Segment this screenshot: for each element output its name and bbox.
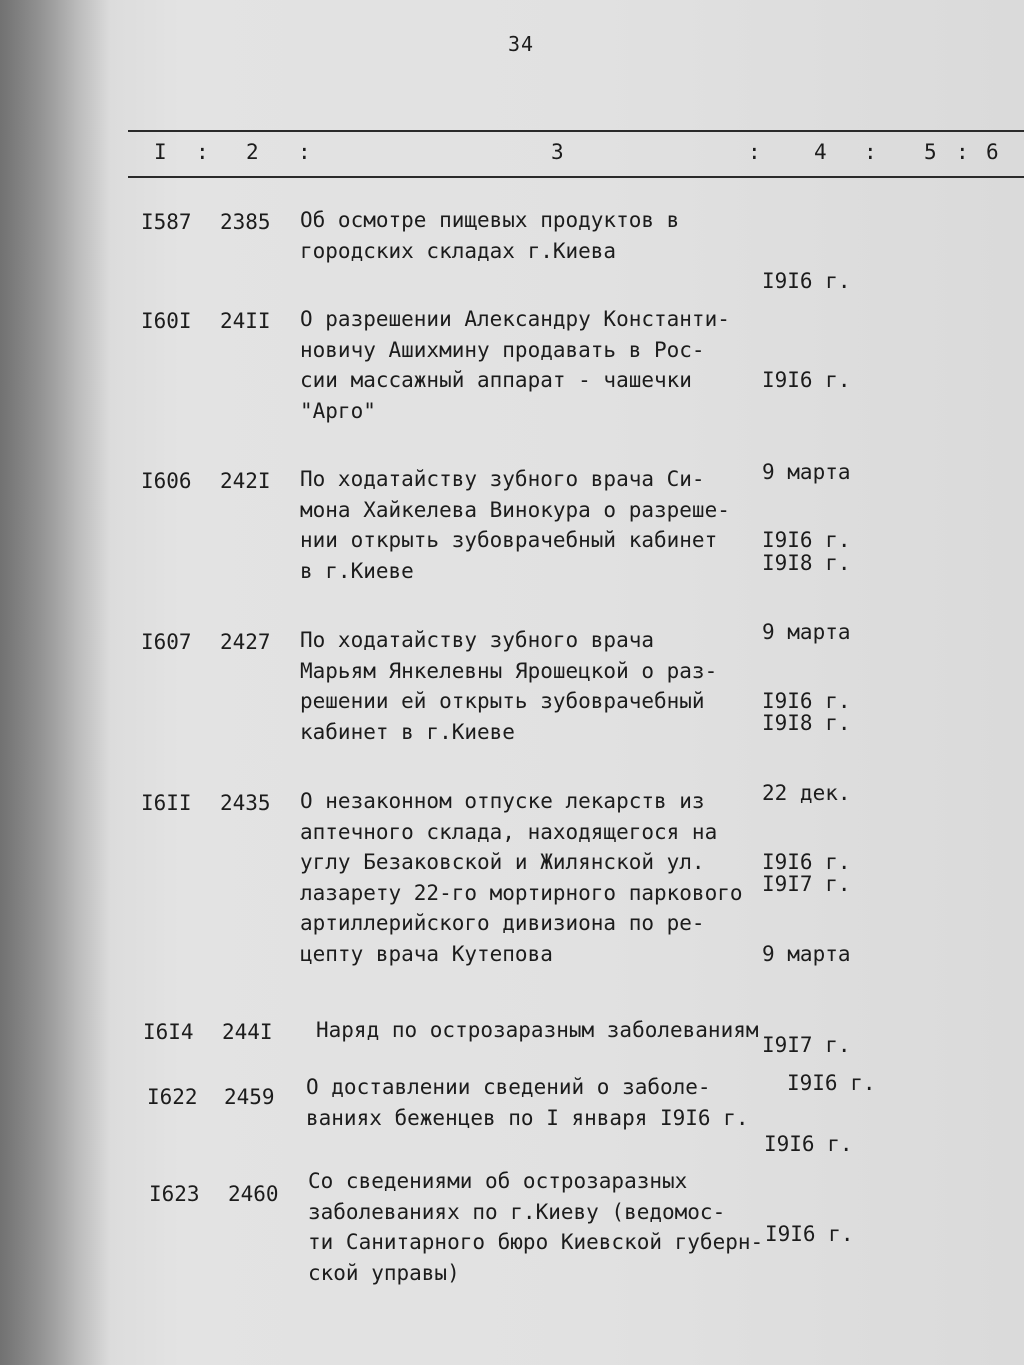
date-line: I9I6 г. [762,689,851,713]
column-header-1: I [154,140,167,164]
column-header-separator: : [956,140,969,164]
record-description [306,1072,766,1133]
header-bottom-rule [128,176,1024,178]
description-line: ти Санитарного бюро Киевской губерн- [308,1230,764,1254]
date-line: 9 марта [762,941,851,966]
description-line: артиллерийского дивизиона по ре- [300,911,705,935]
description-line: ваниях беженцев по I января I9I6 г. [306,1105,749,1130]
description-line: кабинет в г.Киеве [300,719,515,744]
description-line: О доставлении сведений о заболе- [306,1075,711,1099]
page-number: 34 [508,32,535,56]
description-line: углу Безаковской и Жилянской ул. [300,850,705,874]
column-header-separator: : [748,140,761,164]
date-line: I9I6 г. [787,1071,876,1095]
record-number-col1: I623 [149,1182,200,1206]
record-number-col1: I587 [141,210,192,234]
description-line: О незаконном отпуске лекарств из [300,789,705,813]
description-line: новичу Ашихмину продавать в Рос- [300,337,705,362]
date-line: 9 марта [762,459,851,484]
description-line: ской управы) [308,1260,460,1285]
column-header-separator: : [196,140,209,164]
record-number-col1: I6I4 [143,1020,194,1044]
record-number-col2: 2459 [224,1085,275,1109]
record-number-col2: 2427 [220,630,271,654]
description-line: мона Хайкелева Винокура о разреше- [300,497,730,522]
record-date [765,1158,854,1311]
description-line: заболеваниях по г.Киеву (ведомос- [308,1199,726,1224]
description-line: в г.Киеве [300,558,414,583]
record-description [300,625,760,747]
description-line: лазарету 22-го мортирного паркового [300,880,743,905]
record-description [300,786,760,969]
description-line: городских складах г.Киева [300,238,617,263]
record-number-col1: I6II [141,791,192,815]
description-line: нии открыть зубоврачебный кабинет [300,528,718,552]
record-number-col2: 2460 [228,1182,279,1206]
date-line: 22 дек. [762,780,851,805]
description-line: решении ей открыть зубоврачебный [300,689,705,713]
record-description [300,464,760,586]
date-line: I9I6 г. [762,850,851,874]
date-line: I9I7 г. [762,872,851,896]
description-line: Со сведениями об острозаразных [308,1169,688,1193]
date-line: I9I8 г. [762,711,851,735]
description-line: сии массажный аппарат - чашечки [300,368,692,392]
date-line: I9I6 г. [764,1132,853,1156]
record-description [300,304,760,426]
date-line: I9I7 г. [762,1033,851,1057]
binding-shadow [0,0,112,1365]
record-number-col2: 2435 [220,791,271,815]
description-line: Об осмотре пищевых продуктов в [300,208,680,232]
column-header-separator: : [298,140,311,164]
record-description [308,1166,768,1288]
record-number-col2: 242I [220,469,271,493]
date-line: I9I6 г. [762,269,851,293]
description-line: По ходатайству зубного врача Си- [300,467,705,491]
record-number-col2: 244I [222,1020,273,1044]
record-number-col1: I60I [141,309,192,333]
date-line: 9 марта [762,619,851,644]
description-line: Наряд по острозаразным заболеваниям [316,1018,759,1042]
description-line: О разрешении Александру Константи- [300,307,730,331]
date-line: I9I6 г. [762,368,851,392]
date-line: I9I6 г. [762,528,851,552]
record-number-col1: I622 [147,1085,198,1109]
description-line: Марьям Янкелевны Ярошецкой о раз- [300,658,718,683]
column-header-6: 6 [986,140,999,164]
record-number-col1: I607 [141,630,192,654]
record-description [316,1015,776,1046]
description-line: "Арго" [300,398,376,423]
column-header-separator: : [864,140,877,164]
description-line: цепту врача Кутепова [300,941,553,966]
column-header-2: 2 [246,140,259,164]
column-header-3: 3 [551,140,564,164]
record-number-col2: 2385 [220,210,271,234]
record-description [300,205,760,266]
record-number-col1: I606 [141,469,192,493]
description-line: По ходатайству зубного врача [300,628,655,652]
description-line: аптечного склада, находящегося на [300,819,718,844]
date-line: I9I6 г. [765,1222,854,1246]
column-header-4: 4 [814,140,827,164]
record-number-col2: 24II [220,309,271,333]
date-line: I9I8 г. [762,551,851,575]
column-header-5: 5 [924,140,937,164]
header-top-rule [128,130,1024,132]
